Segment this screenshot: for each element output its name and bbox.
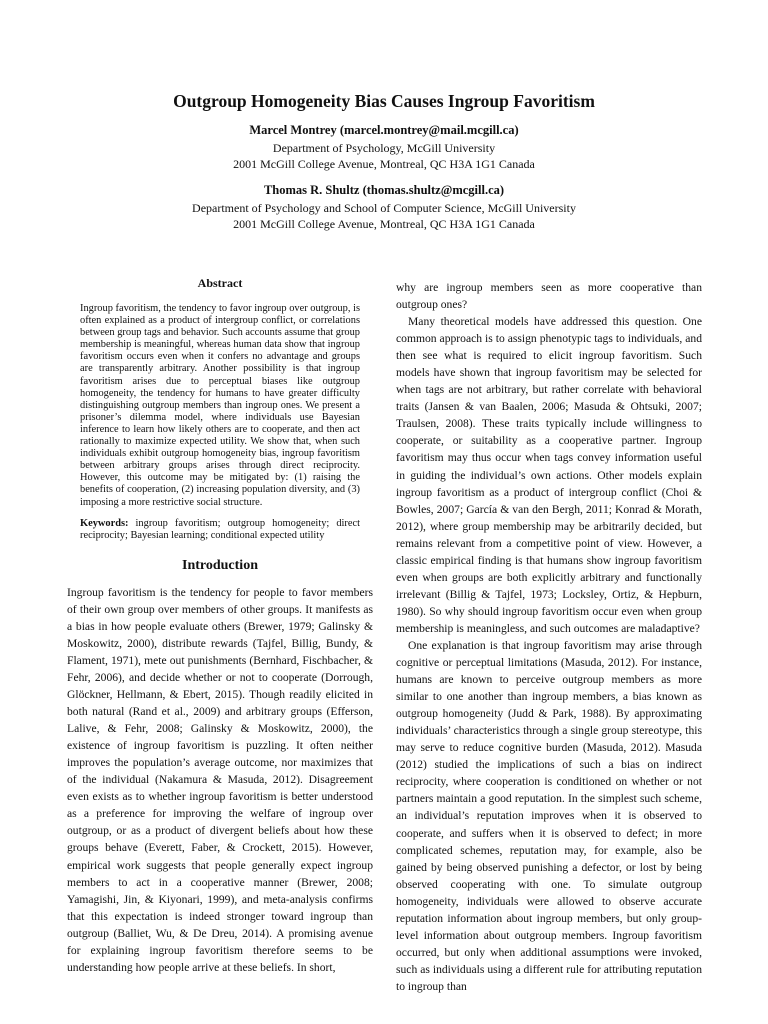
abstract-text: Ingroup favoritism, the tendency to favor ingroup over outgroup, is often explained as a product of intergroup conflict, or correlations between group tags and behavior. Such accounts assume that group membership is meaningful, whereas human data show that ingroup favoritism occurs even when it confers no advantage and groups are transparently arbitrary. Another possibility is that ingroup favoritism arises due to perceptual biases like outgroup homogeneity, the tendency for humans to have greater difficulty distinguishing outgroup members than ingroup ones. We present a prisoner’s dilemma model, where individuals use Bayesian inference to learn how likely others are to cooperate, and then act rationally to maximize expected utility. We show that, when such individuals exhibit outgroup homogeneity bias, ingroup favoritism between arbitrary groups arises through direct reciprocity. However, this outcome may be mitigated by: (1) raising the benefits of cooperation, (2) increasing population diversity, and (3) imposing a more restrictive social structure. xyxy=(80,303,360,508)
intro-paragraph-2: Many theoretical models have addressed this question. One common approach is to assign phenotypic tags to individuals, and then see what is required to elicit ingroup favoritism. Such models have shown that ingroup favoritism may be selected for when tags are not arbitrary, but rather correlate with behavioral traits (Jansen & van Baalen, 2006; Masuda & Ohtsuki, 2007; Traulsen, 2008). These traits typically include willingness to cooperate, or suitability as a cooperative partner. Ingroup favoritism may thus occur when tags convey information useful in guiding the individual’s own actions. Other models explain ingroup favoritism as a product of intergroup conflict (Choi & Bowles, 2007; García & van den Bergh, 2011; Konrad & Morath, 2012), where group membership may be arbitrarily decided, but remains relevant from a competitive point of view. However, a classic empirical finding is that humans show ingroup favoritism even when groups are both explicitly arbitrary and functionally irrelevant (Billig & Tajfel, 1973; Locksley, Ortiz, & Hepburn, 1980). So why should ingroup favoritism occur even when group membership is meaningless, and such outcomes are maladaptive? xyxy=(396,315,702,635)
author-address: 2001 McGill College Avenue, Montreal, QC H3A 1G1 Canada xyxy=(233,217,535,231)
paper-title: Outgroup Homogeneity Bias Causes Ingroup Favoritism xyxy=(173,91,595,111)
keywords xyxy=(80,518,360,542)
author-address: 2001 McGill College Avenue, Montreal, QC H3A 1G1 Canada xyxy=(233,157,535,171)
introduction-heading: Introduction xyxy=(182,557,258,573)
author-block-2 xyxy=(0,182,768,232)
keywords-text: ingroup favoritism; outgroup homogeneity; direct reciprocity; Bayesian learning; conditional expected utility xyxy=(80,517,360,541)
author-affiliation: Department of Psychology and School of Computer Science, McGill University xyxy=(192,201,576,215)
intro-paragraph-1: Ingroup favoritism is the tendency for people to favor members of their own group over members of other groups. It manifests as a bias in how people evaluate others (Brewer, 1979; Galinsky & Moskowitz, 2000), distribute rewards (Tajfel, Billig, Bundy, & Flament, 1971), mete out punishments (Bernhard, Fischbacher, & Fehr, 2006), and decide whether or not to cooperate (Dorrough, Glöckner, Hellmann, & Ebert, 2015). Though readily elicited in both natural (Rand et al., 2009) and arbitrary groups (Efferson, Lalive, & Fehr, 2008; Galinsky & Moskowitz, 2000), the existence of ingroup favoritism is puzzling. It often neither improves the population’s average outcome, nor maximizes that of the individual (Nakamura & Masuda, 2012). Disagreement even exists as to whether ingroup favoritism is better understood as a preference for improving the welfare of ingroup over outgroup, or as a product of divergent beliefs about how these groups behave (Everett, Faber, & Crockett, 2015). However, empirical work suggests that people generally expect ingroup members to act in a cooperative manner (Brewer, 2008; Yamagishi, Jin, & Kiyonari, 1999), and meta-analysis confirms that this expectation is indeed stronger toward ingroup than outgroup (Balliet, Wu, & De Dreu, 2014). A promising avenue for explaining ingroup favoritism therefore seems to be understanding how people arrive at these beliefs. In short, xyxy=(67,585,373,974)
abstract-heading: Abstract xyxy=(197,276,243,290)
intro-paragraph-3: One explanation is that ingroup favoritism may arise through cognitive or perceptual limitations (Masuda, 2012). For instance, humans are known to perceive outgroup members as more similar to one another than ingroup members, a bias known as outgroup homogeneity (Judd & Park, 1988). By approximating individuals’ characteristics through a single group stereotype, this may serve to reduce cognitive burden (Masuda, 2012). Masuda (2012) studied the implications of such a bias on indirect reciprocity, where cooperation is conditioned on whether or not partners maintain a good reputation. In the simplest such scheme, an individual’s reputation improves when it is observed to cooperate, and suffers when it is observed to defect; in more complicated schemes, reputation may, for example, also be gained by being observed punishing a defector, or lost by being observed cooperating with one. To simulate outgroup homogeneity, individuals were allowed to observe accurate reputation information about ingroup members, but only group-level information about outgroup members. Ingroup favoritism occurred, but only when additional assumptions were invoked, such as individuals using a different rule for attributing reputation to ingroup than xyxy=(396,638,702,993)
author-name: Marcel Montrey (marcel.montrey@mail.mcgill.ca) xyxy=(249,123,519,137)
left-column xyxy=(67,276,373,976)
intro-paragraph-1-continued: why are ingroup members seen as more cooperative than outgroup ones? xyxy=(396,281,702,312)
author-name: Thomas R. Shultz (thomas.shultz@mcgill.ca) xyxy=(263,183,505,197)
right-column xyxy=(396,279,702,995)
author-affiliation: Department of Psychology, McGill University xyxy=(272,141,496,155)
keywords-label: Keywords: xyxy=(80,517,129,529)
author-block-1 xyxy=(0,122,768,172)
